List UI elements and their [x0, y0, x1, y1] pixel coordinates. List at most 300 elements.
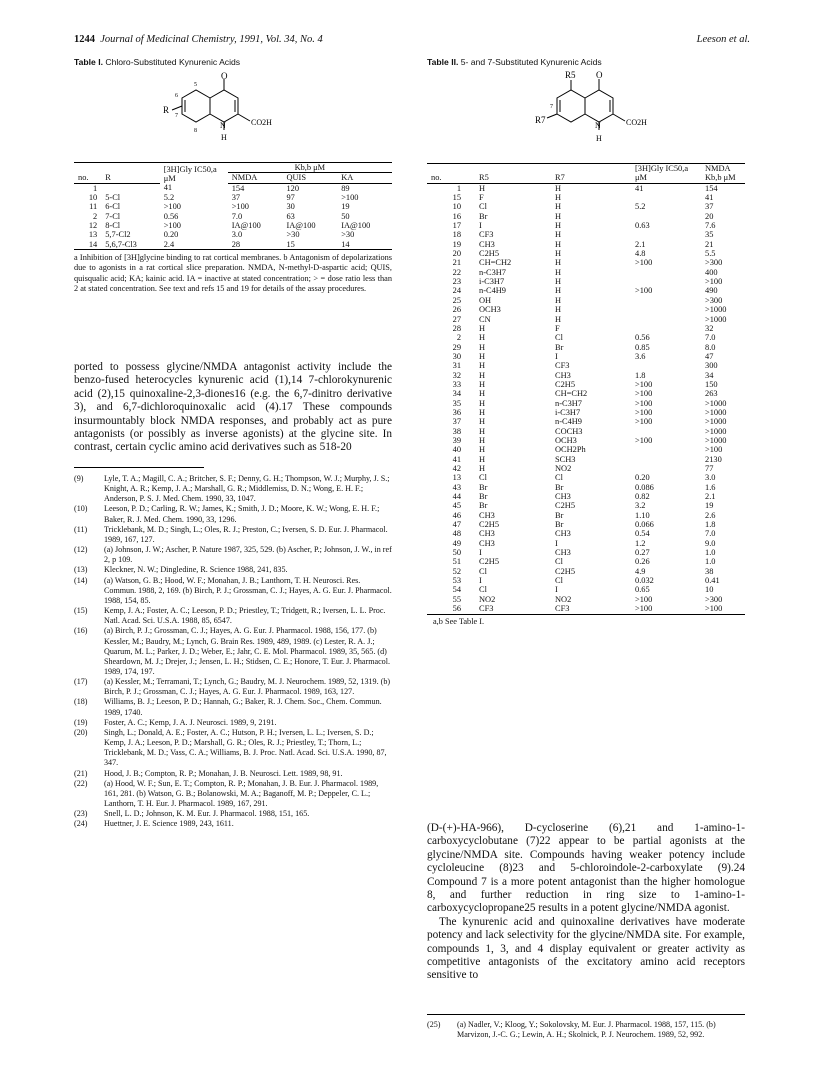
reference-text: (a) Watson, G. B.; Hood, W. F.; Monahan, J. B.; Lanthorn, T. H. Neurosci. Res. Commun. 1988, 2, 169. (b) Birch, P. J.; Grossman, C. J.; Hayes, A. G. Eur. J. Pharmacol. 1988, 154, 85.	[104, 575, 392, 605]
table-cell: 20	[452, 249, 461, 259]
reference-item	[74, 769, 392, 779]
table2-col-r7: R7	[551, 164, 631, 184]
table-cell: 5.2	[635, 202, 646, 212]
table-cell: 7.0	[705, 333, 716, 343]
table-cell: CF3	[551, 604, 631, 614]
table-cell: C2H5	[555, 566, 576, 576]
table-cell: CH3	[479, 239, 495, 249]
table-cell: 1.10	[635, 510, 650, 520]
table-cell: 39	[452, 435, 461, 445]
table-cell: 2.4	[160, 240, 228, 250]
table-cell: 4.8	[635, 249, 646, 259]
table-cell: 31	[452, 361, 461, 371]
table-cell: Br	[555, 510, 564, 520]
table2-r5-label: R5	[565, 70, 576, 80]
table-cell: 41	[452, 454, 461, 464]
table-cell: 48	[452, 529, 461, 539]
table1-acid-label: CO2H	[251, 118, 272, 127]
table-cell: 37	[231, 193, 241, 203]
table-cell: H	[479, 323, 486, 333]
table-cell	[631, 464, 701, 473]
table-cell: H	[479, 435, 486, 445]
table-cell: 14	[337, 240, 392, 250]
table-cell	[631, 193, 701, 202]
table-cell: 63	[286, 211, 295, 221]
table-cell	[631, 296, 701, 305]
reference-number: (20)	[74, 727, 88, 737]
table-cell: 19	[341, 202, 350, 212]
table-row	[427, 473, 745, 482]
table-cell: 42	[452, 464, 461, 473]
table-cell: >1000	[705, 426, 727, 436]
table-row	[427, 212, 745, 221]
table-row	[74, 221, 392, 230]
table1-title: Chloro-Substituted Kynurenic Acids	[105, 57, 241, 67]
table-cell: 20	[705, 211, 714, 221]
table-cell: 19	[452, 239, 461, 249]
table-cell: CN	[479, 314, 491, 324]
table-cell: >100	[635, 398, 653, 408]
table-row	[427, 585, 745, 594]
right-body-paragraph-1: (D-(+)-HA-966), D-cycloserine (6),21 and 1-amino-1-carboxycyclobutane (7)22 appear to be partial agonists at the glycine/NMDA site. Compounds having weaker potency include cycloleucine (8)23 and 5-chloroindole-2-carboxylate (9).24 Compound 7 is a more potent antagonist than the higher homologue 8, and further reduction in ring size to 1-amino-1-carboxycyclopropane25 results in a potent glycine/NMDA agonist.	[427, 822, 745, 915]
table-cell: H	[479, 407, 486, 417]
table-row	[427, 371, 745, 380]
reference-number: (13)	[74, 565, 88, 575]
right-body	[427, 822, 745, 983]
reference-text: Foster, A. C.; Kemp, J. A. J. Neurosci. 1989, 9, 2191.	[104, 717, 277, 727]
table-cell: C2H5	[555, 379, 576, 389]
table-cell: H	[555, 314, 562, 324]
table-cell: C2H5	[479, 520, 500, 530]
table-cell: 400	[705, 267, 718, 277]
reference-number: (16)	[74, 626, 88, 636]
table-row	[427, 240, 745, 249]
table-row	[427, 193, 745, 202]
table-cell: >100	[635, 258, 653, 268]
reference-text: Kemp, J. A.; Foster, A. C.; Leeson, P. D.; Priestley, T.; Tridgett, R.; Iversen, L. L. Proc. Natl. Acad. Sci. U.S.A. 1988, 85, 6547.	[104, 606, 386, 626]
table-cell: Cl	[555, 333, 563, 343]
table-cell: 36	[452, 407, 461, 417]
table-cell: >100	[635, 407, 653, 417]
reference-text: Singh, L.; Donald, A. E.; Foster, A. C.; Hutson, P. H.; Iversen, L. L.; Iversen, S. D.; Kemp, J. A.; Leeson, P. D.; Marshall, G. R.; Oles, R. J.; Priestley, T.; Thorn, L.; Tricklebank, M. D.; Vass, C. A.; Williams, B. J. Proc. Natl. Acad. Sci. U.S.A. 1990, 87, 347.	[104, 727, 387, 768]
table-cell: 52	[452, 566, 461, 576]
table-cell: H	[479, 445, 486, 455]
table-cell: 49	[452, 538, 461, 548]
table-cell: H	[555, 202, 562, 212]
table-cell: CF3	[555, 361, 570, 371]
table-row	[427, 520, 745, 529]
reference-text: Tricklebank, M. D.; Singh, L.; Oles, R. J.; Preston, C.; Iversen, S. D. Eur. J. Pharmacol. 1989, 167, 127.	[104, 524, 388, 544]
reference-number: (25)	[427, 1020, 441, 1029]
table1-pos8-label: 8	[194, 128, 197, 134]
table-cell: 55	[452, 594, 461, 604]
table-cell: 0.63	[635, 221, 650, 231]
table-cell: >1000	[705, 305, 727, 315]
table-cell: H	[555, 183, 562, 193]
table-row	[427, 333, 745, 342]
reference-item	[74, 728, 392, 769]
table-cell: IA@100	[286, 221, 316, 231]
table-cell: 17	[452, 221, 461, 231]
table-row	[74, 202, 392, 211]
table-cell: 50	[452, 548, 461, 558]
table-cell: CH3	[479, 529, 495, 539]
table-cell: 1	[456, 183, 461, 193]
table-cell: CH3	[555, 492, 571, 502]
table-row	[427, 296, 745, 305]
reference-text: Hood, J. B.; Compton, R. P.; Monahan, J. B. Neurosci. Lett. 1989, 98, 91.	[104, 768, 343, 778]
table-cell: 24	[452, 286, 461, 296]
table-cell: 2	[93, 211, 98, 221]
table-cell: C2H5	[555, 501, 576, 511]
table-cell: 0.54	[635, 529, 650, 539]
table-cell: 47	[452, 520, 461, 530]
reference-text: (a) Birch, P. J.; Grossman, C. J.; Hayes, A. G. Eur. J. Pharmacol. 1988, 156, 177. (b) Kessler, M.; Baudry, M.; Lynch, G. Brain Res. 1989, 489, 1989. (c) Lester, R. A. J.; Quarum, M. L.; Parker, J. D.; Weber, E.; Jahr, C. E. Mol. Pharmacol. 1989, 35, 565. (d) Sheardown, M. J.; Drejer, J.; Jensen, L. H.; Stidsen, C. E.; Honore, T. Eur. J. Pharmacol. 1989, 174, 197.	[104, 626, 390, 676]
table-cell: >1000	[705, 407, 727, 417]
table-cell: >1000	[705, 435, 727, 445]
table-cell: 1.0	[705, 548, 716, 558]
table-cell: 7.0	[705, 529, 716, 539]
table-cell: 0.26	[635, 557, 650, 567]
reference-number: (22)	[74, 778, 88, 788]
reference-number: (9)	[74, 474, 84, 483]
table-cell: >100	[635, 379, 653, 389]
reference-item	[74, 474, 392, 504]
table-cell: 3.0	[705, 473, 716, 483]
reference-number: (14)	[74, 575, 88, 585]
table-cell: H	[479, 417, 486, 427]
table-cell: 12	[88, 221, 98, 231]
table1-col-gly: [3H]Gly IC50,a μM	[160, 163, 228, 184]
table-cell: 16	[452, 211, 461, 221]
reference-item	[74, 809, 392, 819]
table-cell: 2.6	[705, 510, 716, 520]
table-cell: 0.41	[705, 576, 720, 586]
table-cell: H	[555, 267, 562, 277]
table-cell: H	[479, 426, 486, 436]
reference-item	[74, 677, 392, 697]
table-cell: >30	[286, 230, 300, 240]
table1-h-label: H	[221, 133, 227, 142]
table-cell	[631, 268, 701, 277]
table-cell: 89	[341, 183, 350, 193]
reference-item	[74, 606, 392, 626]
table-cell: 38	[705, 566, 714, 576]
left-body-paragraph: ported to possess glycine/NMDA antagonist activity include the benzo-fused heterocycles kynurenic acid (1),14 7-chlorokynurenic acid (2),15 quinoxaline-2,3-diones16 (e.g. the 6,7-dinitro derivative 3), and 6,7-dichloroquinoxalic acid (4).17 These compounds insurmountably block NMDA responses, and probably act as pure antagonists (or possibly as inverse agonists) at the glycine site. In contrast, certain cyclic amino acid derivatives such as 518-20	[74, 361, 392, 454]
table-cell: CH3	[479, 538, 495, 548]
table-cell: 300	[705, 361, 718, 371]
table-cell: i-C3H7	[479, 277, 505, 287]
table-cell: 0.85	[635, 342, 650, 352]
table-cell: Cl	[479, 473, 487, 483]
table-cell: OCH3	[479, 305, 501, 315]
table-cell: >100	[231, 202, 249, 212]
table-cell: OH	[479, 295, 492, 305]
table-cell: 15	[452, 193, 461, 203]
table-cell: H	[555, 305, 562, 315]
table-cell: H	[479, 333, 486, 343]
table-cell: 5.2	[163, 193, 175, 203]
reference-text: Kleckner, N. W.; Dingledine, R. Science 1988, 241, 835.	[104, 565, 288, 575]
table-cell: H	[555, 230, 562, 240]
table-cell: n-C3H7	[555, 398, 582, 408]
table-cell: 13	[452, 473, 461, 483]
table-row	[427, 548, 745, 557]
table-cell: 10	[705, 585, 714, 595]
table-cell: 53	[452, 576, 461, 586]
page-number: 1244	[74, 34, 95, 45]
table-cell: NO2	[479, 594, 496, 604]
table-cell	[631, 315, 701, 324]
table-cell: 2.1	[705, 492, 716, 502]
table2-structure-diagram	[525, 68, 675, 154]
table1-oxygen-label: O	[221, 72, 228, 81]
table-cell: 8-Cl	[105, 221, 121, 231]
table-cell: Cl	[479, 585, 487, 595]
table-row	[427, 352, 745, 361]
table2-footnote: a,b See Table I.	[433, 616, 485, 626]
table-cell: H	[479, 183, 486, 193]
table-cell: 35	[705, 230, 714, 240]
table2-caption	[427, 57, 602, 67]
table-cell: Cl	[479, 566, 487, 576]
reference-item	[74, 697, 392, 717]
table-row	[427, 529, 745, 538]
table-cell: CH=CH2	[555, 389, 588, 399]
reference-number: (15)	[74, 606, 88, 616]
table-row	[427, 230, 745, 239]
table-cell: >100	[341, 193, 359, 203]
table2-col-gly: [3H]Gly IC50,a μM	[631, 164, 701, 184]
table-cell: Br	[555, 342, 564, 352]
table-cell	[631, 445, 701, 454]
table-cell: 40	[452, 445, 461, 455]
table-cell: 0.20	[163, 230, 179, 240]
table-cell: 22	[452, 267, 461, 277]
table-cell: 0.82	[635, 492, 650, 502]
reference-item	[427, 1020, 745, 1040]
table-cell: 27	[452, 314, 461, 324]
table-cell: I	[555, 538, 558, 548]
table-cell: 3.2	[635, 501, 646, 511]
table-cell	[631, 212, 701, 221]
table1-n-label: N	[220, 121, 226, 130]
table-cell: 1	[93, 183, 98, 193]
reference-text: (a) Johnson, J. W.; Ascher, P. Nature 1987, 325, 529. (b) Ascher, P.; Johnson, J. W., in ref 2, p 109.	[104, 545, 392, 565]
table-cell: 1.2	[635, 538, 646, 548]
table-cell: Br	[479, 211, 488, 221]
table-cell: I	[555, 585, 558, 595]
table-cell: 5-Cl	[105, 193, 121, 203]
table2-col-no: no.	[427, 164, 475, 184]
table-cell: 0.20	[635, 473, 650, 483]
table-cell: >300	[705, 295, 723, 305]
table-cell: >100	[635, 435, 653, 445]
table-cell: H	[479, 342, 486, 352]
table-cell: I	[479, 221, 482, 231]
table-row	[427, 492, 745, 501]
table-row	[427, 501, 745, 510]
table1-col-r: R	[101, 173, 159, 183]
table-cell	[631, 455, 701, 464]
table-cell: 54	[452, 585, 461, 595]
table-cell: 37	[705, 202, 714, 212]
journal-citation: Journal of Medicinal Chemistry, 1991, Vol. 34, No. 4	[100, 34, 323, 45]
table-cell: 37	[452, 417, 461, 427]
table-cell: 0.56	[635, 333, 650, 343]
table-cell: 21	[452, 258, 461, 268]
table-cell: Br	[555, 482, 564, 492]
table-cell: >1000	[705, 398, 727, 408]
table-cell: H	[555, 211, 562, 221]
table-cell: >300	[705, 594, 723, 604]
table-cell: 0.65	[635, 585, 650, 595]
table-cell: >100	[635, 389, 653, 399]
table-cell: >30	[341, 230, 355, 240]
table-row	[427, 277, 745, 286]
table-cell: 13	[88, 230, 98, 240]
table-cell: I	[555, 351, 558, 361]
table-cell: Br	[479, 501, 488, 511]
table2-col-r5: R5	[475, 164, 551, 184]
table-cell	[631, 230, 701, 239]
reference-item	[74, 819, 392, 829]
table-cell: 9.0	[705, 538, 716, 548]
table-cell: 0.032	[635, 576, 654, 586]
table1	[74, 162, 392, 294]
table-row	[74, 193, 392, 202]
table-cell: 11	[89, 202, 98, 212]
table-cell: n-C3H7	[479, 267, 506, 277]
table-row	[427, 389, 745, 398]
table-cell: 1.8	[635, 370, 646, 380]
table1-col-quis: QUIS	[282, 173, 337, 183]
table-cell: >100	[635, 286, 653, 296]
reference-number: (19)	[74, 717, 88, 727]
table-cell: 30	[452, 351, 461, 361]
table1-pos5-label: 5	[194, 82, 197, 88]
table-cell: 263	[705, 389, 718, 399]
table-cell: 19	[705, 501, 714, 511]
table-cell: 7.6	[705, 221, 716, 231]
table-row	[427, 343, 745, 352]
table-cell: H	[479, 361, 486, 371]
table1-label: Table I.	[74, 57, 103, 67]
table-row	[427, 315, 745, 324]
reference-text: Williams, B. J.; Leeson, P. D.; Hannah, G.; Baker, R. J. Chem. Soc., Chem. Commun. 1989, 1740.	[104, 697, 382, 717]
table-cell: H	[555, 249, 562, 259]
table-cell: H	[555, 286, 562, 296]
table-cell	[631, 305, 701, 314]
table-cell: 34	[452, 389, 461, 399]
table-cell: 35	[452, 398, 461, 408]
table2-label: Table II.	[427, 57, 459, 67]
table-cell: H	[555, 221, 562, 231]
table-cell: n-C4H9	[555, 417, 582, 427]
table2-r7-label: R7	[535, 115, 546, 125]
table-cell: 38	[452, 426, 461, 436]
table-row	[427, 576, 745, 585]
table-cell: OCH2Ph	[555, 445, 586, 455]
table-cell: 2130	[705, 454, 722, 464]
table-cell: H	[479, 398, 486, 408]
table-cell: 154	[705, 183, 718, 193]
reference-item	[74, 779, 392, 809]
table2-oxygen-label: O	[596, 70, 603, 80]
table-row	[427, 511, 745, 520]
table-cell: 1.6	[705, 482, 716, 492]
table-row	[74, 240, 392, 250]
reference-number: (17)	[74, 677, 88, 687]
table1-pos6-label: 6	[175, 93, 178, 99]
table-cell: 77	[705, 464, 714, 473]
table1-r-label: R	[163, 105, 170, 115]
table2-acid-label: CO2H	[626, 118, 647, 127]
table-cell: 3.6	[635, 351, 646, 361]
table2-col-nmda: NMDA Kb,b μM	[701, 164, 745, 184]
reference-text: Leeson, P. D.; Carling, R. W.; James, K.; Smith, J. D.; Moore, K. W.; Wong, E. H. F.; Baker, R. J. Med. Chem. 1990, 33, 1296.	[104, 504, 380, 524]
table-cell: COCH3	[555, 426, 583, 436]
table-cell: H	[555, 258, 562, 268]
table-cell: >1000	[705, 314, 727, 324]
reference-number: (24)	[74, 819, 88, 829]
table2-n-label: N	[595, 121, 601, 130]
table-cell: 7.0	[231, 211, 243, 221]
table-cell: 3.0	[231, 230, 243, 240]
table1-structure-diagram	[150, 72, 300, 152]
table-cell: >100	[635, 417, 653, 427]
table-row	[427, 417, 745, 426]
reference-text: Lyle, T. A.; Magill, C. A.; Britcher, S. F.; Denny, G. H.; Thompson, W. J.; Murphy, J. S.; Knight, A. R.; Kemp, J. A.; Marshall, G. R.; Middlemiss, D. N.; Wong, E. H. F.; Anderson, P. S. J. Med. Chem. 1990, 33, 1047.	[104, 474, 390, 504]
table2-h-label: H	[596, 134, 602, 143]
table2-title: 5- and 7-Substituted Kynurenic Acids	[460, 57, 602, 67]
right-body-paragraph-2: The kynurenic acid and quinoxaline derivatives have moderate potency and lack selectivity for the glycine/NMDA site. For example, compounds 1, 3, and 4 display equivalent or greater activity as competitive antagonists of the excitatory amino acid receptors sensitive to	[427, 915, 745, 982]
table-cell: 21	[705, 239, 714, 249]
table2-pos7-label: 7	[550, 104, 553, 110]
table-cell: 32	[705, 323, 714, 333]
table-cell: 154	[231, 183, 245, 193]
table-cell: Br	[479, 482, 488, 492]
table-cell: 490	[705, 286, 718, 296]
table-cell: 43	[452, 482, 461, 492]
table-cell: C2H5	[479, 557, 500, 567]
table-cell: IA@100	[231, 221, 261, 231]
table2-grid	[427, 163, 745, 615]
table-cell: H	[479, 379, 486, 389]
table-cell: >100	[631, 604, 701, 614]
reference-number: (23)	[74, 809, 88, 819]
table-row	[427, 483, 745, 492]
table-cell: 46	[452, 510, 461, 520]
left-refs-divider	[74, 467, 204, 468]
table-row	[427, 464, 745, 473]
table-cell: 0.56	[163, 211, 179, 221]
table-cell: 25	[452, 295, 461, 305]
table-cell: H	[479, 464, 486, 473]
table2	[427, 163, 745, 627]
table-cell: 41	[635, 183, 644, 193]
table-cell: Br	[479, 492, 488, 502]
reference-number: (11)	[74, 524, 88, 534]
table-cell: 45	[452, 501, 461, 511]
table-row	[427, 361, 745, 370]
table-cell: 8.0	[705, 342, 716, 352]
table-cell: i-C3H7	[555, 407, 581, 417]
table-cell: 26	[452, 305, 461, 315]
table-cell: 28	[452, 323, 461, 333]
table-cell: CF3	[479, 230, 494, 240]
table-row	[427, 221, 745, 230]
